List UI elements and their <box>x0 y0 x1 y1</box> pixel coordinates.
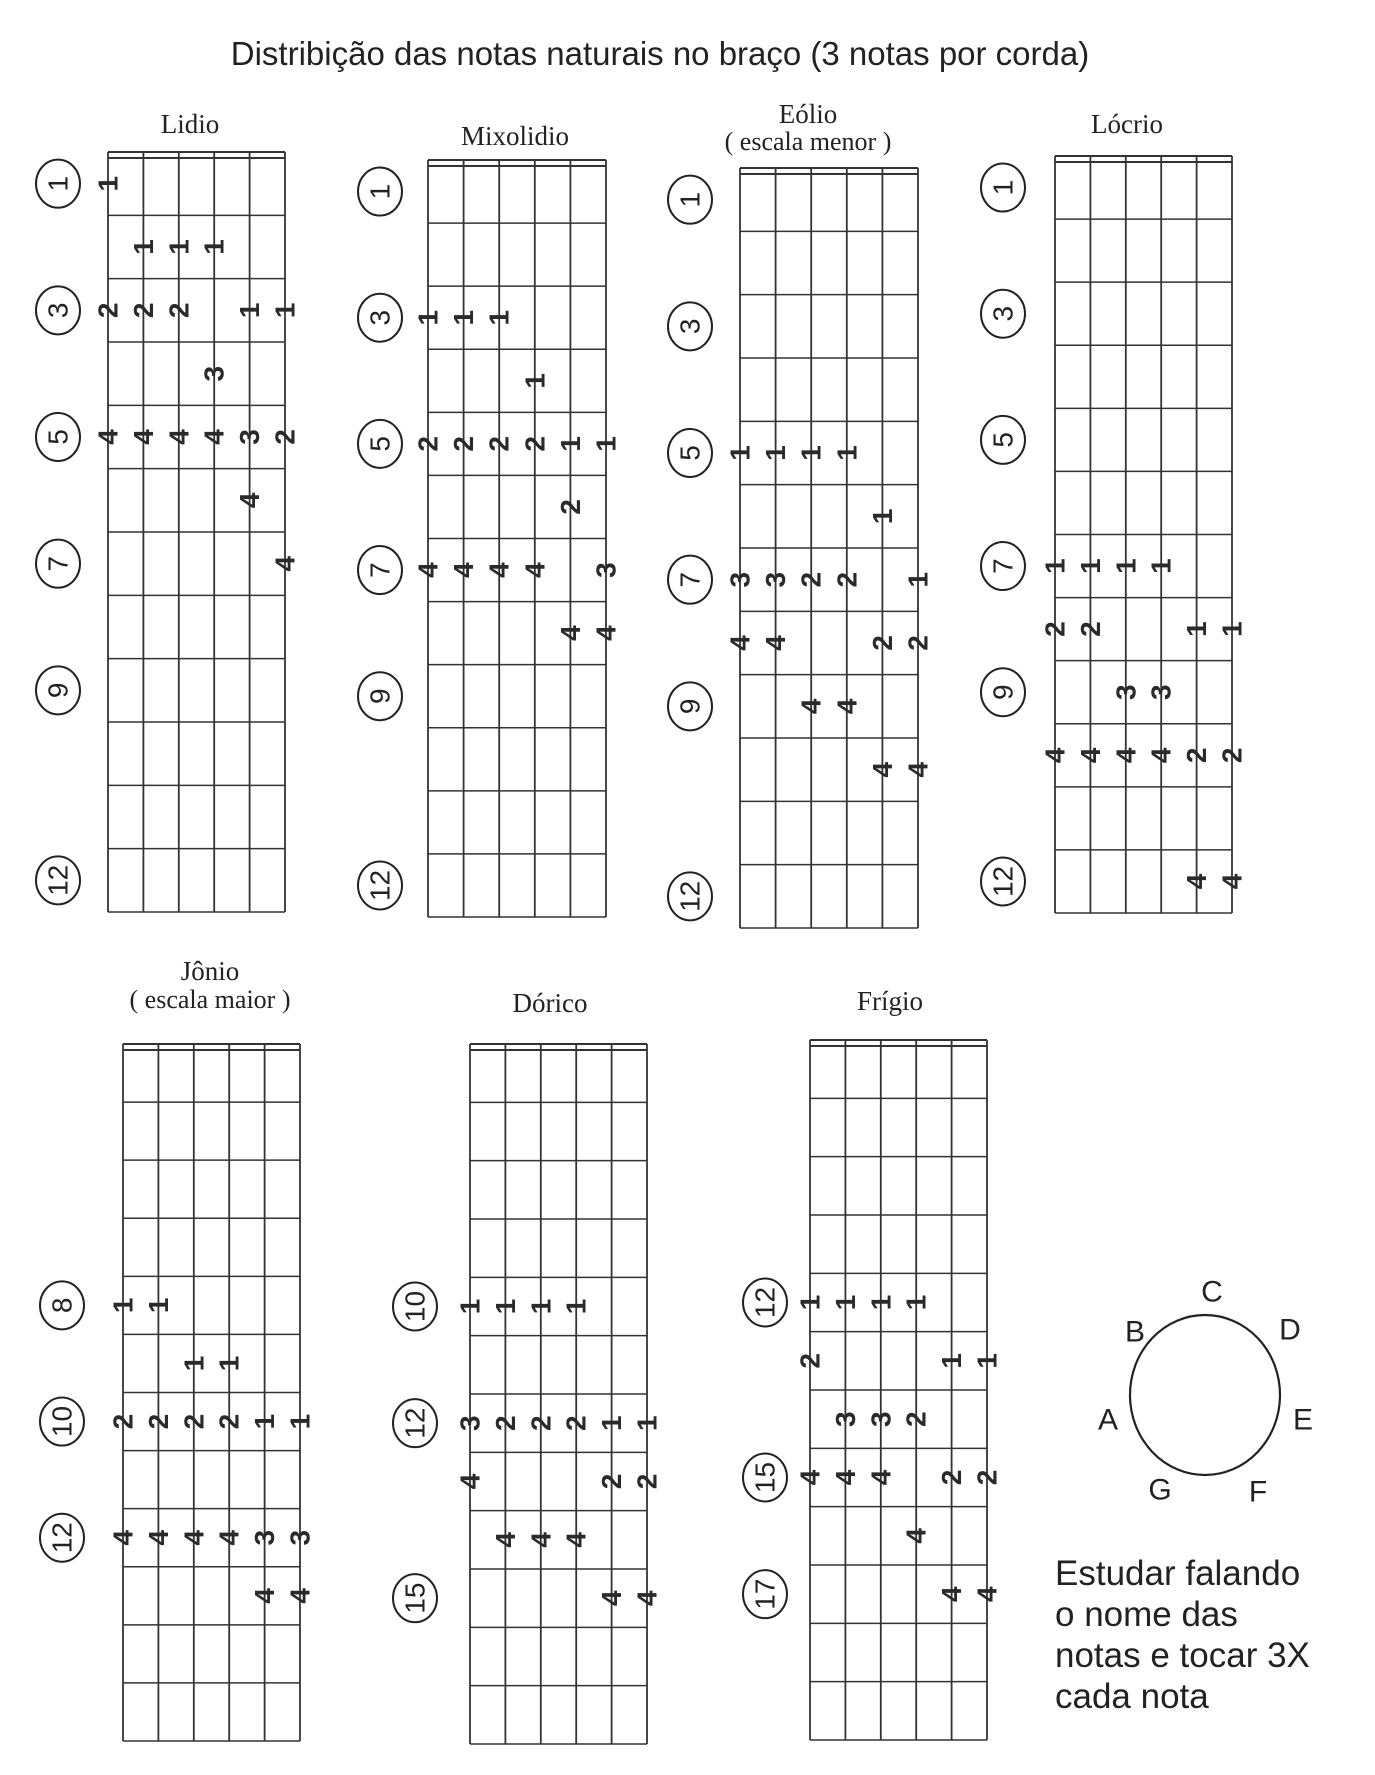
finger-number: 2 <box>1039 621 1071 637</box>
finger-number: 4 <box>213 1529 245 1546</box>
study-line: cada nota <box>1055 1677 1209 1716</box>
finger-number: 2 <box>560 1415 592 1431</box>
diagram-title: Mixolidio <box>460 121 570 151</box>
finger-number: 4 <box>865 1469 897 1486</box>
note-letter-G: G <box>1148 1473 1172 1507</box>
fret-marker-label: 12 <box>364 869 396 902</box>
fret-marker-12 <box>393 1399 437 1447</box>
fret-marker-label: 7 <box>987 558 1019 574</box>
finger-number: 4 <box>554 625 586 641</box>
finger-number: 2 <box>519 436 551 452</box>
finger-number: 3 <box>865 1411 897 1427</box>
finger-number: 4 <box>454 1473 486 1490</box>
finger-number: 4 <box>795 698 827 715</box>
fret-marker-label: 5 <box>364 436 396 452</box>
finger-number: 4 <box>1074 747 1106 764</box>
note-letter-D: D <box>1279 1313 1301 1347</box>
fret-marker-3 <box>36 286 80 334</box>
diagram-title: Lócrio <box>1091 109 1163 139</box>
fret-marker-label: 12 <box>46 1522 78 1554</box>
finger-number: 2 <box>525 1415 557 1431</box>
finger-number: 4 <box>831 698 863 715</box>
fret-marker-label: 8 <box>46 1297 78 1314</box>
fret-marker-10 <box>40 1398 84 1446</box>
finger-number: 2 <box>1181 747 1213 764</box>
finger-number: 2 <box>631 1473 663 1490</box>
finger-number: 4 <box>971 1586 1003 1602</box>
finger-number: 4 <box>760 635 792 651</box>
finger-number: 1 <box>234 302 266 319</box>
finger-number: 4 <box>902 761 934 778</box>
finger-number: 1 <box>795 445 827 461</box>
diagram-title: Lidio <box>160 109 220 139</box>
finger-number: 1 <box>1216 621 1248 637</box>
fret-marker-7 <box>668 556 712 604</box>
fret-marker-15 <box>743 1454 787 1502</box>
fretboard-frigio <box>743 986 1003 1740</box>
finger-number: 2 <box>936 1469 968 1486</box>
fret-marker-1 <box>668 176 712 224</box>
finger-number: 4 <box>1110 747 1142 764</box>
diagram-subtitle: ( escala maior ) <box>129 985 291 1014</box>
finger-number: 1 <box>127 239 159 255</box>
finger-number: 4 <box>178 1529 210 1546</box>
finger-number: 2 <box>971 1469 1003 1486</box>
fret-marker-label: 1 <box>42 175 74 192</box>
fret-marker-17 <box>743 1570 787 1618</box>
note-letter-E: E <box>1292 1403 1314 1437</box>
fret-marker-label: 17 <box>749 1578 781 1610</box>
fret-marker-5 <box>358 420 402 468</box>
note-letter-F: F <box>1248 1475 1268 1509</box>
finger-number: 2 <box>142 1413 174 1430</box>
finger-number: 4 <box>596 1590 628 1606</box>
fret-marker-9 <box>668 682 712 730</box>
diagram-title: Frígio <box>856 986 924 1016</box>
finger-number: 1 <box>936 1353 968 1369</box>
note-letter-A: A <box>1097 1403 1119 1437</box>
fret-marker-3 <box>981 290 1025 338</box>
finger-number: 1 <box>831 445 863 461</box>
fret-marker-12 <box>981 857 1025 905</box>
fret-marker-label: 9 <box>364 688 396 704</box>
finger-number: 1 <box>1039 558 1071 574</box>
diagram-subtitle: ( escala menor ) <box>724 127 892 156</box>
finger-number: 1 <box>866 508 898 525</box>
note-letter-C: C <box>1201 1275 1223 1309</box>
finger-number: 4 <box>900 1528 932 1544</box>
finger-number: 1 <box>198 239 230 255</box>
fret-marker-9 <box>36 666 80 714</box>
finger-number: 3 <box>1110 684 1142 700</box>
fret-marker-label: 5 <box>987 432 1019 448</box>
finger-number: 2 <box>269 429 301 445</box>
finger-number: 3 <box>590 562 622 578</box>
finger-number: 1 <box>590 436 622 452</box>
study-line: Estudar falando <box>1055 1554 1301 1593</box>
finger-number: 2 <box>163 302 195 319</box>
fret-marker-label: 12 <box>399 1407 431 1439</box>
finger-number: 4 <box>92 429 124 445</box>
finger-number: 2 <box>900 1411 932 1427</box>
finger-number: 2 <box>448 436 480 452</box>
finger-number: 1 <box>163 239 195 255</box>
finger-number: 1 <box>902 571 934 588</box>
fret-marker-label: 12 <box>987 865 1019 898</box>
finger-number: 1 <box>284 1413 316 1430</box>
finger-number: 4 <box>1216 873 1248 890</box>
fret-marker-label: 9 <box>42 682 74 699</box>
fret-marker-12 <box>40 1514 84 1562</box>
fret-marker-label: 7 <box>364 562 396 578</box>
finger-number: 1 <box>829 1294 861 1311</box>
fretboard-jonio <box>40 956 316 1741</box>
finger-number: 4 <box>107 1529 139 1546</box>
finger-number: 4 <box>127 429 159 445</box>
fret-marker-7 <box>981 542 1025 590</box>
finger-number: 1 <box>1074 558 1106 574</box>
finger-number: 4 <box>249 1588 281 1604</box>
finger-number: 2 <box>178 1413 210 1430</box>
finger-number: 1 <box>448 309 480 326</box>
fret-marker-3 <box>668 302 712 350</box>
page-title: Distribição das notas naturais no braço (3 notas por corda) <box>230 35 1090 72</box>
finger-number: 1 <box>269 302 301 319</box>
finger-number: 1 <box>489 1298 521 1315</box>
finger-number: 2 <box>831 571 863 588</box>
fret-marker-label: 5 <box>42 429 74 445</box>
finger-number: 4 <box>936 1586 968 1602</box>
finger-number: 1 <box>483 309 515 326</box>
finger-number: 2 <box>213 1413 245 1430</box>
finger-number: 4 <box>1145 747 1177 764</box>
finger-number: 4 <box>1181 873 1213 890</box>
fret-marker-7 <box>358 546 402 594</box>
fret-marker-15 <box>393 1574 437 1622</box>
finger-number: 4 <box>269 555 301 572</box>
finger-number: 1 <box>1110 558 1142 574</box>
fret-marker-label: 12 <box>749 1286 781 1319</box>
finger-number: 2 <box>412 436 444 452</box>
finger-number: 3 <box>454 1415 486 1431</box>
finger-number: 1 <box>760 445 792 461</box>
finger-number: 4 <box>198 429 230 445</box>
finger-number: 2 <box>1216 747 1248 764</box>
finger-number: 2 <box>554 499 586 515</box>
finger-number: 4 <box>560 1532 592 1548</box>
finger-number: 4 <box>489 1532 521 1548</box>
finger-number: 4 <box>631 1590 663 1606</box>
fret-marker-label: 1 <box>674 191 706 208</box>
fretboard-diagrams <box>36 99 1248 1744</box>
fret-marker-label: 15 <box>399 1582 431 1614</box>
fret-marker-label: 3 <box>364 309 396 326</box>
finger-number: 2 <box>596 1473 628 1490</box>
finger-number: 1 <box>92 175 124 192</box>
fret-marker-5 <box>668 429 712 477</box>
fret-marker-label: 7 <box>674 571 706 588</box>
finger-number: 3 <box>249 1529 281 1546</box>
finger-number: 1 <box>249 1413 281 1430</box>
fret-marker-1 <box>358 168 402 216</box>
fret-marker-label: 12 <box>42 864 74 896</box>
fret-marker-label: 9 <box>674 698 706 715</box>
diagram-title: Eólio <box>778 99 838 129</box>
finger-number: 1 <box>631 1415 663 1431</box>
fret-marker-label: 15 <box>749 1461 781 1494</box>
finger-number: 4 <box>829 1469 861 1486</box>
finger-number: 4 <box>483 562 515 578</box>
study-line: notas e tocar 3X <box>1055 1636 1310 1675</box>
fret-marker-label: 3 <box>674 318 706 335</box>
fret-marker-label: 7 <box>42 555 74 572</box>
diagram-title: Jônio <box>180 956 240 986</box>
fret-marker-8 <box>40 1281 84 1329</box>
fret-marker-label: 10 <box>46 1405 78 1438</box>
finger-number: 1 <box>554 436 586 452</box>
finger-number: 3 <box>234 429 266 445</box>
finger-number: 2 <box>794 1353 826 1369</box>
finger-number: 4 <box>448 562 480 578</box>
finger-number: 4 <box>234 492 266 509</box>
fret-marker-9 <box>358 672 402 720</box>
finger-number: 3 <box>760 571 792 588</box>
fretboard-mixolidio <box>358 121 622 917</box>
finger-number: 2 <box>902 635 934 651</box>
note-letter-B: B <box>1124 1315 1146 1349</box>
fretboard-lidio <box>36 109 301 912</box>
finger-number: 4 <box>590 625 622 641</box>
fret-marker-10 <box>393 1283 437 1331</box>
fret-marker-5 <box>981 416 1025 464</box>
finger-number: 2 <box>866 635 898 651</box>
finger-number: 1 <box>213 1355 245 1372</box>
fret-marker-label: 12 <box>674 880 706 912</box>
finger-number: 2 <box>92 302 124 319</box>
fret-marker-12 <box>743 1279 787 1327</box>
fretboard-locrio <box>981 109 1248 913</box>
finger-number: 3 <box>198 365 230 382</box>
finger-number: 4 <box>519 562 551 578</box>
fret-marker-3 <box>358 294 402 342</box>
finger-number: 3 <box>829 1411 861 1427</box>
finger-number: 4 <box>794 1469 826 1486</box>
fret-marker-1 <box>981 164 1025 212</box>
finger-number: 4 <box>142 1529 174 1546</box>
finger-number: 1 <box>412 309 444 326</box>
finger-number: 1 <box>519 373 551 389</box>
finger-number: 1 <box>794 1294 826 1311</box>
finger-number: 1 <box>1181 621 1213 637</box>
fretboard-dorico <box>393 988 663 1744</box>
finger-number: 1 <box>525 1298 557 1315</box>
finger-number: 1 <box>178 1355 210 1372</box>
finger-number: 1 <box>900 1294 932 1311</box>
fret-marker-12 <box>668 872 712 920</box>
fretboard-eolio <box>668 99 934 928</box>
study-instruction <box>1055 1553 1355 1717</box>
finger-number: 3 <box>724 571 756 588</box>
finger-number: 4 <box>866 761 898 778</box>
fret-marker-12 <box>358 861 402 909</box>
finger-number: 4 <box>284 1588 316 1604</box>
circle-outline <box>1130 1315 1280 1475</box>
finger-number: 4 <box>724 635 756 651</box>
fret-marker-label: 3 <box>42 302 74 319</box>
fret-marker-label: 9 <box>987 684 1019 700</box>
finger-number: 1 <box>724 445 756 461</box>
finger-number: 3 <box>284 1529 316 1546</box>
fret-marker-label: 5 <box>674 445 706 461</box>
fret-marker-5 <box>36 413 80 461</box>
fret-marker-12 <box>36 856 80 904</box>
fret-marker-label: 1 <box>987 179 1019 196</box>
fret-marker-7 <box>36 540 80 588</box>
finger-number: 1 <box>1145 558 1177 574</box>
fret-marker-1 <box>36 160 80 208</box>
diagram-title: Dórico <box>512 988 588 1018</box>
finger-number: 2 <box>1074 621 1106 637</box>
study-line: o nome das <box>1055 1595 1238 1634</box>
note-circle <box>1098 1276 1313 1509</box>
finger-number: 1 <box>107 1297 139 1314</box>
fret-marker-label: 3 <box>987 305 1019 322</box>
fret-marker-label: 10 <box>399 1290 431 1323</box>
finger-number: 4 <box>525 1532 557 1548</box>
finger-number: 1 <box>142 1297 174 1314</box>
finger-number: 4 <box>163 429 195 445</box>
finger-number: 1 <box>865 1294 897 1311</box>
finger-number: 1 <box>971 1353 1003 1369</box>
finger-number: 1 <box>596 1415 628 1431</box>
fret-marker-9 <box>981 668 1025 716</box>
finger-number: 2 <box>489 1415 521 1431</box>
finger-number: 1 <box>454 1298 486 1315</box>
finger-number: 2 <box>127 302 159 319</box>
fret-marker-label: 1 <box>364 183 396 200</box>
finger-number: 3 <box>1145 684 1177 700</box>
finger-number: 4 <box>412 562 444 578</box>
finger-number: 2 <box>795 571 827 588</box>
finger-number: 4 <box>1039 747 1071 764</box>
finger-number: 2 <box>483 436 515 452</box>
finger-number: 1 <box>560 1298 592 1315</box>
finger-number: 2 <box>107 1413 139 1430</box>
